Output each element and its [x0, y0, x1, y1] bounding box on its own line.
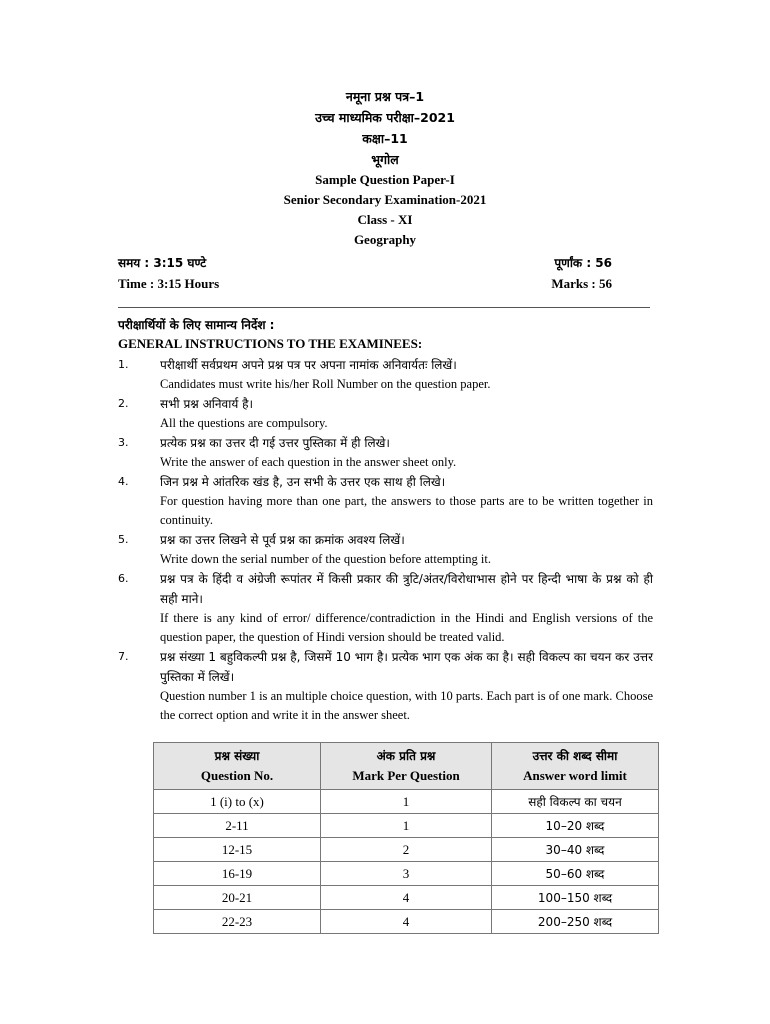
instruction-hindi: प्रश्न पत्र के हिंदी व अंग्रेजी रूपांतर में किसी प्रकार की त्रुटि/अंतर/विरोधाभास होने पर हिन्दी भाषा के प्रश्न को ही सही माने। [160, 572, 653, 606]
instruction-hindi: जिन प्रश्न मे आंतरिक खंड है, उन सभी के उत्तर एक साथ ही लिखे। [160, 475, 446, 489]
cell-mark: 4 [321, 910, 492, 934]
marks-hindi: पूर्णांक : 56 [554, 256, 612, 270]
cell-question-no: 1 (i) to (x) [154, 790, 321, 814]
instruction-item [118, 394, 653, 433]
instruction-number: 2. [118, 397, 129, 410]
cell-mark: 2 [321, 838, 492, 862]
table-row [154, 886, 659, 910]
cell-question-no: 12-15 [154, 838, 321, 862]
meta-row-english [118, 276, 612, 292]
header-english-exam: Senior Secondary Examination-2021 [283, 192, 487, 207]
paper-header [0, 86, 770, 250]
table-row [154, 838, 659, 862]
cell-mark: 1 [321, 814, 492, 838]
cell-question-no: 20-21 [154, 886, 321, 910]
cell-mark: 1 [321, 790, 492, 814]
cell-question-no: 22-23 [154, 910, 321, 934]
cell-word-limit: सही विकल्प का चयन [492, 790, 659, 814]
instructions-heading-english: GENERAL INSTRUCTIONS TO THE EXAMINEES: [118, 336, 423, 351]
instruction-number: 1. [118, 358, 129, 371]
instruction-english: If there is any kind of error/ difference/contradiction in the Hindi and English versions of the question paper, the question of Hindi version should be treated valid. [160, 611, 653, 644]
instruction-number: 3. [118, 436, 129, 449]
header-answer-word-limit: उत्तर की शब्द सीमा Answer word limit [492, 743, 659, 790]
instruction-item [118, 647, 653, 725]
instruction-item [118, 569, 653, 647]
table-row [154, 862, 659, 886]
instruction-number: 4. [118, 475, 129, 488]
header-question-no: प्रश्न संख्या Question No. [154, 743, 321, 790]
instruction-english: Write the answer of each question in the answer sheet only. [160, 455, 457, 469]
marks-distribution-table [153, 742, 659, 934]
header-hindi-title: नमूना प्रश्न पत्र–1 [345, 89, 425, 104]
instruction-item [118, 472, 653, 530]
header-hindi-class: कक्षा–11 [362, 131, 408, 146]
table-header-row [154, 743, 659, 790]
instruction-item [118, 355, 653, 394]
instruction-english: Candidates must write his/her Roll Number on the question paper. [160, 377, 491, 391]
table-row [154, 790, 659, 814]
instruction-hindi: प्रश्न संख्या 1 बहुविकल्पी प्रश्न है, जिसमें 10 भाग है। प्रत्येक भाग एक अंक का है। सही विकल्प का चयन कर उत्तर पुस्तिका में लिखें। [160, 650, 653, 684]
header-mark-per-question: अंक प्रति प्रश्न Mark Per Question [321, 743, 492, 790]
header-english-class: Class - XI [357, 212, 413, 227]
instructions-list [118, 355, 653, 725]
table-row [154, 814, 659, 838]
instruction-number: 7. [118, 650, 129, 663]
table-row [154, 910, 659, 934]
header-hindi-subject: भूगोल [371, 152, 399, 167]
instruction-item [118, 530, 653, 569]
instruction-hindi: प्रश्न का उत्तर लिखने से पूर्व प्रश्न का क्रमांक अवश्य लिखें। [160, 533, 405, 547]
cell-word-limit: 200–250 शब्द [492, 910, 659, 934]
marks-english: Marks : 56 [551, 276, 612, 291]
cell-mark: 3 [321, 862, 492, 886]
instruction-number: 5. [118, 533, 129, 546]
cell-word-limit: 50–60 शब्द [492, 862, 659, 886]
instruction-english: For question having more than one part, the answers to those parts are to be written together in continuity. [160, 494, 653, 527]
instruction-hindi: परीक्षार्थी सर्वप्रथम अपने प्रश्न पत्र पर अपना नामांक अनिवार्यतः लिखें। [160, 358, 457, 372]
instruction-english: Question number 1 is an multiple choice question, with 10 parts. Each part is of one mark. Choose the correct option and write it in the answer sheet. [160, 689, 653, 722]
cell-question-no: 2-11 [154, 814, 321, 838]
time-hindi: समय : 3:15 घण्टे [118, 256, 207, 270]
cell-word-limit: 10–20 शब्द [492, 814, 659, 838]
instruction-hindi: प्रत्येक प्रश्न का उत्तर दी गई उत्तर पुस्तिका में ही लिखे। [160, 436, 390, 450]
instruction-item [118, 433, 653, 472]
meta-row-hindi [118, 254, 612, 271]
cell-word-limit: 30–40 शब्द [492, 838, 659, 862]
cell-word-limit: 100–150 शब्द [492, 886, 659, 910]
header-english-subject: Geography [353, 232, 417, 247]
instruction-number: 6. [118, 572, 129, 585]
header-english-title: Sample Question Paper-I [315, 172, 455, 187]
header-hindi-exam: उच्च माध्यमिक परीक्षा–2021 [315, 110, 455, 125]
time-english: Time : 3:15 Hours [118, 276, 220, 291]
instruction-english: Write down the serial number of the question before attempting it. [160, 552, 491, 566]
divider-line [118, 307, 650, 308]
cell-mark: 4 [321, 886, 492, 910]
instruction-hindi: सभी प्रश्न अनिवार्य है। [160, 397, 254, 411]
instruction-english: All the questions are compulsory. [160, 416, 328, 430]
instructions-heading-hindi: परीक्षार्थियों के लिए सामान्य निर्देश : [118, 318, 275, 332]
cell-question-no: 16-19 [154, 862, 321, 886]
